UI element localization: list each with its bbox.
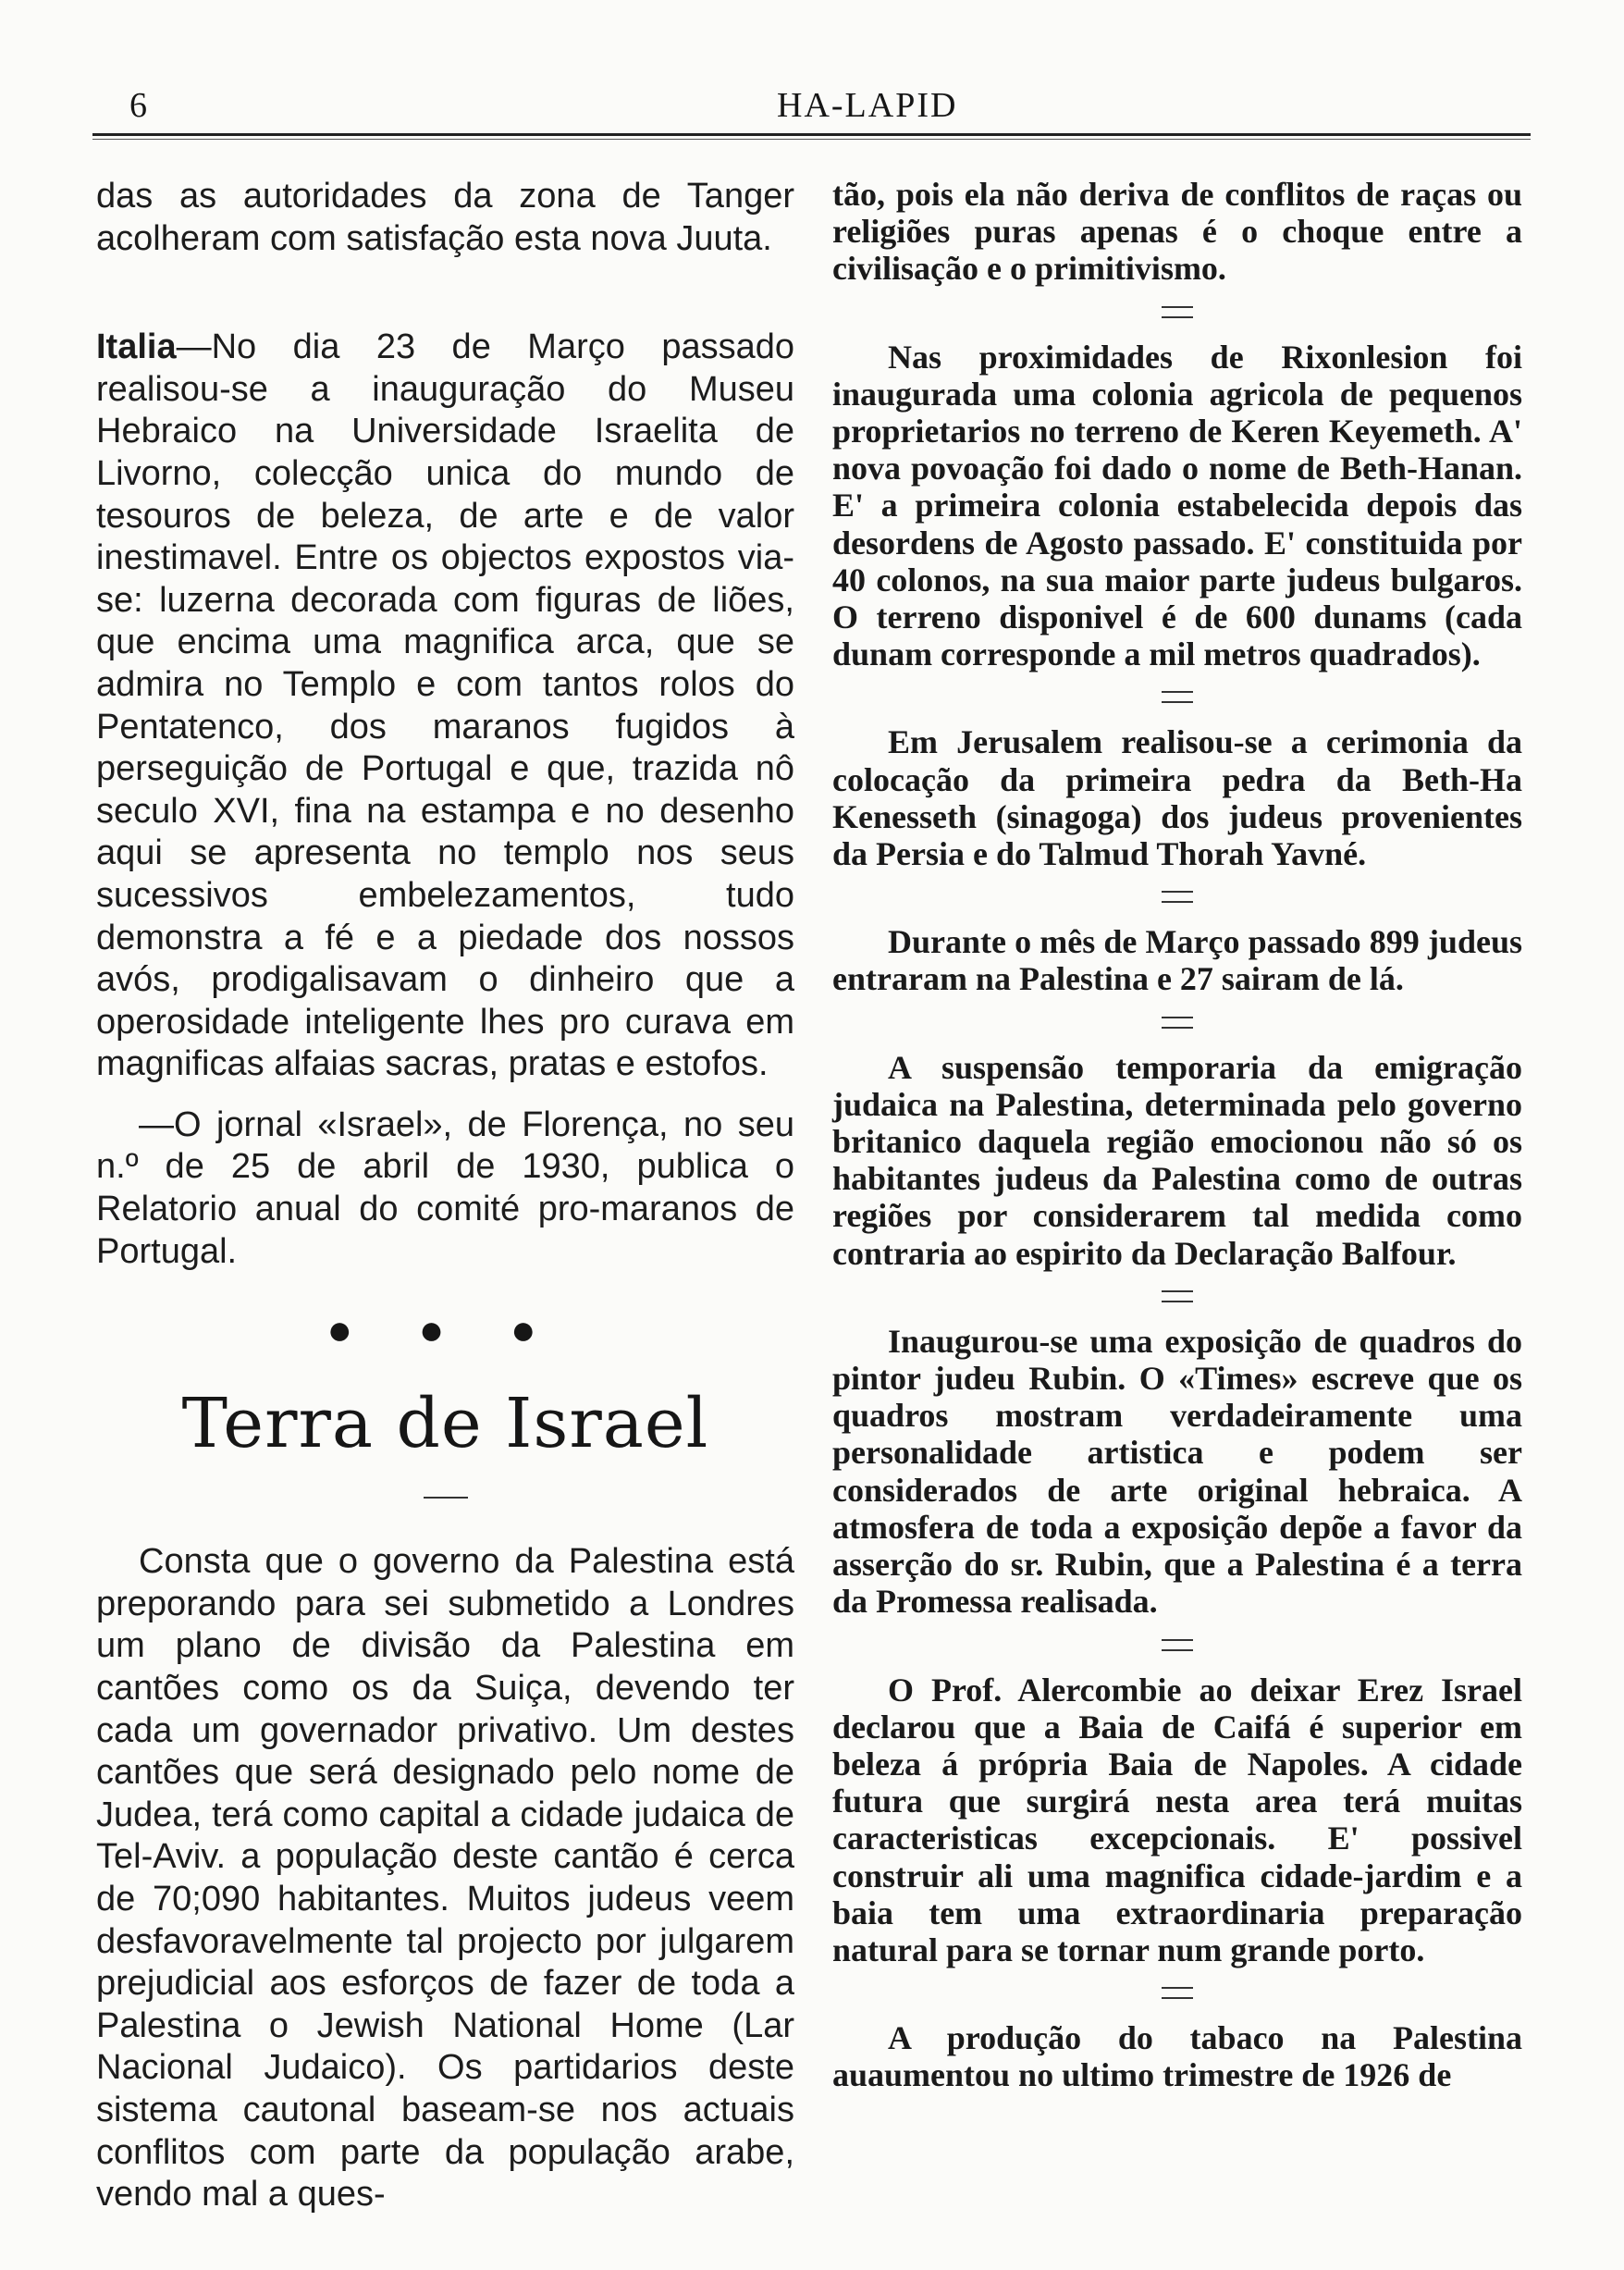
running-head: HA-LAPID [777,86,958,125]
paragraph-jerusalem: Em Jerusalem realisou-se a cerimonia da colocação da primeira pedra da Beth-Ha Kenesseth (sinagoga) dos judeus provenientes da Persia e do Talmud Thorah Yavné. [832,723,1522,873]
paragraph-tabaco: A produção do tabaco na Palestina auaumentou no ultimo trimestre de 1926 de [832,2019,1522,2094]
separator [1162,1290,1193,1302]
paragraph-palestina-cantoes: Consta que o governo da Palestina está preporando para sei submetido a Londres um plano de divisão da Palestina em cantões como os da Suiça, devendo ter cada um governador privativo. Um destes cantões que será designado pelo nome de Judea, terá como capital a cidade judaica de Tel-Aviv. a população deste cantão é cerca de 70;090 habitantes. Muitos judeus veem desfavoravelmente tal projecto por julgarem prejudicial aos esforços de fazer de toda a Palestina o Jewish National Home (Lar Nacional Judaico). Os partidarios deste sistema cautonal baseam-se nos actuais conflitos com parte da população arabe, vendo mal a ques- [96,1542,794,2214]
paragraph-alercombie: O Prof. Alercombie ao deixar Erez Israel declarou que a Baia de Caifá é superior em beleza á própria Baia de Napoles. A cidade futura que surgirá nesta area terá muitas caracteristicas excepcionais. E' possivel construir ali uma magnifica cidade-jardim e a baia tem uma extraordinaria preparação natural para se tornar num grande porto. [832,1671,1522,1968]
separator [1162,1987,1193,1999]
left-column [96,176,794,2216]
paragraph-italia-body: —No dia 23 de Março passado realisou-se a inauguração do Museu Hebraico na Universidade Israelita de Livorno, colecção unica do mundo de tesouros de beleza, de arte e de valor inestimavel. Entre os objectos expostos via-se: luzerna decorada com figuras de liões, que encima uma magnifica arca, que se admira no Templo e com tantos rolos do Pentatenco, dos maranos fugidos à perseguição de Portugal e que, trazida nô seculo XVI, fina na estampa e no desenho aqui se apresenta no templo nos seus sucessivos embelezamentos, tudo demonstra a fé e a piedade dos nossos avós, prodigalisavam o dinheiro que a operosidade inteligente lhes pro curava em magnificas alfaias sacras, pratas e estofos. [96,327,794,1084]
right-column [832,176,1522,2094]
title-rule [424,1497,468,1499]
paragraph-tanger: das as autoridades da zona de Tanger acolheram com satisfação esta nova Juuta. [96,177,794,258]
paragraph-italia [96,327,794,1086]
header-rule [92,133,1531,136]
header-rule-thin [92,139,1531,140]
page-header [92,85,1531,131]
paragraph-lead: Italia [96,327,177,367]
paragraph-rixonlesion: Nas proximidades de Rixonlesion foi inaugurada uma colonia agricola de pequenos proprietarios no terreno de Keren Keyemeth. A' nova povoação foi dado o nome de Beth-Hanan. E' a primeira colonia estabelecida depois das desordens de Agosto passado. E' constituida por 40 colonos, na sua maior parte judeus bulgaros. O terreno disponivel é de 600 dunams (cada dunam corresponde a mil metros quadrados). [832,338,1522,673]
paragraph-rubin: Inaugurou-se uma exposição de quadros do pintor judeu Rubin. O «Times» escreve que os quadros mostram verdadeiramente uma personalidade artistica e podem ser considerados de arte original hebraica. A atmosfera de toda a exposição depõe a favor da asserção do sr. Rubin, que a Palestina é a terra da Promessa realisada. [832,1322,1522,1621]
paragraph-continuation: tão, pois ela não deriva de conflitos de raças ou religiões puras apenas é o choque entre a civilisação e o primitivismo. [832,176,1522,288]
paragraph-suspensao: A suspensão temporaria da emigração judaica na Palestina, determinada pelo governo britanico daquela região emocionou não só os habitantes judeus da Palestina como de outras regiões por considerarem tal medida como contraria ao espirito da Declaração Balfour. [832,1048,1522,1272]
section-title: Terra de Israel [181,1384,709,1464]
section-ornament: ● ● ● [326,1306,564,1354]
separator [1162,691,1193,703]
paragraph-israel-journal: —O jornal «Israel», de Florença, no seu n.º de 25 de abril de 1930, publica o Relatorio anual do comité pro-maranos de Portugal. [96,1104,794,1271]
separator [1162,891,1193,903]
separator [1162,1017,1193,1029]
separator [1162,306,1193,318]
page-number: 6 [129,86,147,125]
separator [1162,1639,1193,1651]
paragraph-marco: Durante o mês de Março passado 899 judeus entraram na Palestina e 27 sairam de lá. [832,923,1522,998]
